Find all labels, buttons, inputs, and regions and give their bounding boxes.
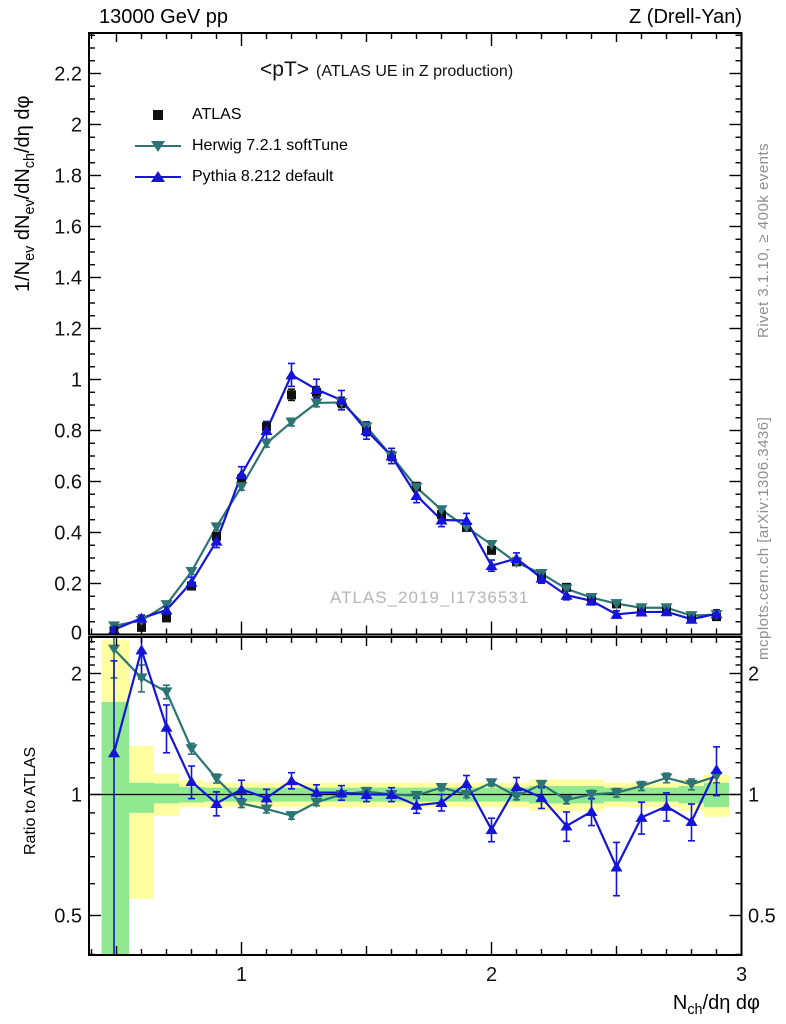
svg-text:2: 2 — [748, 663, 760, 686]
svg-text:0.6: 0.6 — [54, 471, 82, 494]
process-label: Z (Drell-Yan) — [629, 6, 742, 28]
mcplots-arxiv-note: mcplots.cern.ch [arXiv:1306.3436] — [755, 416, 772, 660]
beam-label: 13000 GeV pp — [99, 6, 228, 28]
triangle-down-marker-icon — [134, 138, 182, 154]
svg-text:1: 1 — [70, 784, 82, 807]
ratio-axis-title: Ratio to ATLAS — [22, 746, 39, 855]
svg-text:1.4: 1.4 — [54, 267, 82, 290]
svg-text:0.8: 0.8 — [54, 420, 82, 443]
svg-text:0: 0 — [70, 622, 82, 645]
plot-title — [260, 58, 513, 82]
svg-text:0.5: 0.5 — [748, 905, 776, 928]
legend-row-pythia — [134, 166, 348, 188]
rivet-version-note: Rivet 3.1.10, ≥ 400k events — [755, 142, 772, 338]
legend-label-atlas: ATLAS — [192, 106, 242, 123]
triangle-up-marker-icon — [134, 169, 182, 185]
svg-text:1.8: 1.8 — [54, 165, 82, 188]
svg-text:2: 2 — [70, 114, 82, 137]
x-axis-title: $N_{ch}/d\eta$ dφ — [672, 992, 760, 1018]
square-marker-icon — [134, 107, 182, 123]
svg-text:1: 1 — [748, 784, 760, 807]
legend-label-herwig: Herwig 7.2.1 softTune — [192, 137, 348, 154]
legend-label-pythia: Pythia 8.212 default — [192, 168, 334, 185]
svg-text:1.2: 1.2 — [54, 318, 82, 341]
svg-text:2: 2 — [485, 964, 498, 986]
legend — [134, 104, 348, 188]
observable-context: (ATLAS UE in Z production) — [316, 63, 514, 80]
svg-text:1.6: 1.6 — [54, 216, 82, 239]
svg-text:3: 3 — [735, 964, 748, 986]
svg-text:0.2: 0.2 — [54, 573, 82, 596]
svg-text:0.5: 0.5 — [54, 905, 82, 928]
watermark: ATLAS_2019_I1736531 — [330, 588, 530, 607]
svg-text:1: 1 — [235, 964, 248, 986]
svg-text:2: 2 — [70, 663, 82, 686]
legend-row-herwig — [134, 135, 348, 157]
legend-row-atlas — [134, 104, 348, 126]
svg-text:0.4: 0.4 — [54, 522, 82, 545]
y-axis-title: $1/N_{ev}$ $dN_{ev}/dN_{ch}/d\eta$ dφ — [12, 95, 38, 292]
svg-text:1: 1 — [70, 369, 82, 392]
svg-text:2.2: 2.2 — [54, 63, 82, 86]
observable-name: <pT> — [260, 58, 310, 81]
